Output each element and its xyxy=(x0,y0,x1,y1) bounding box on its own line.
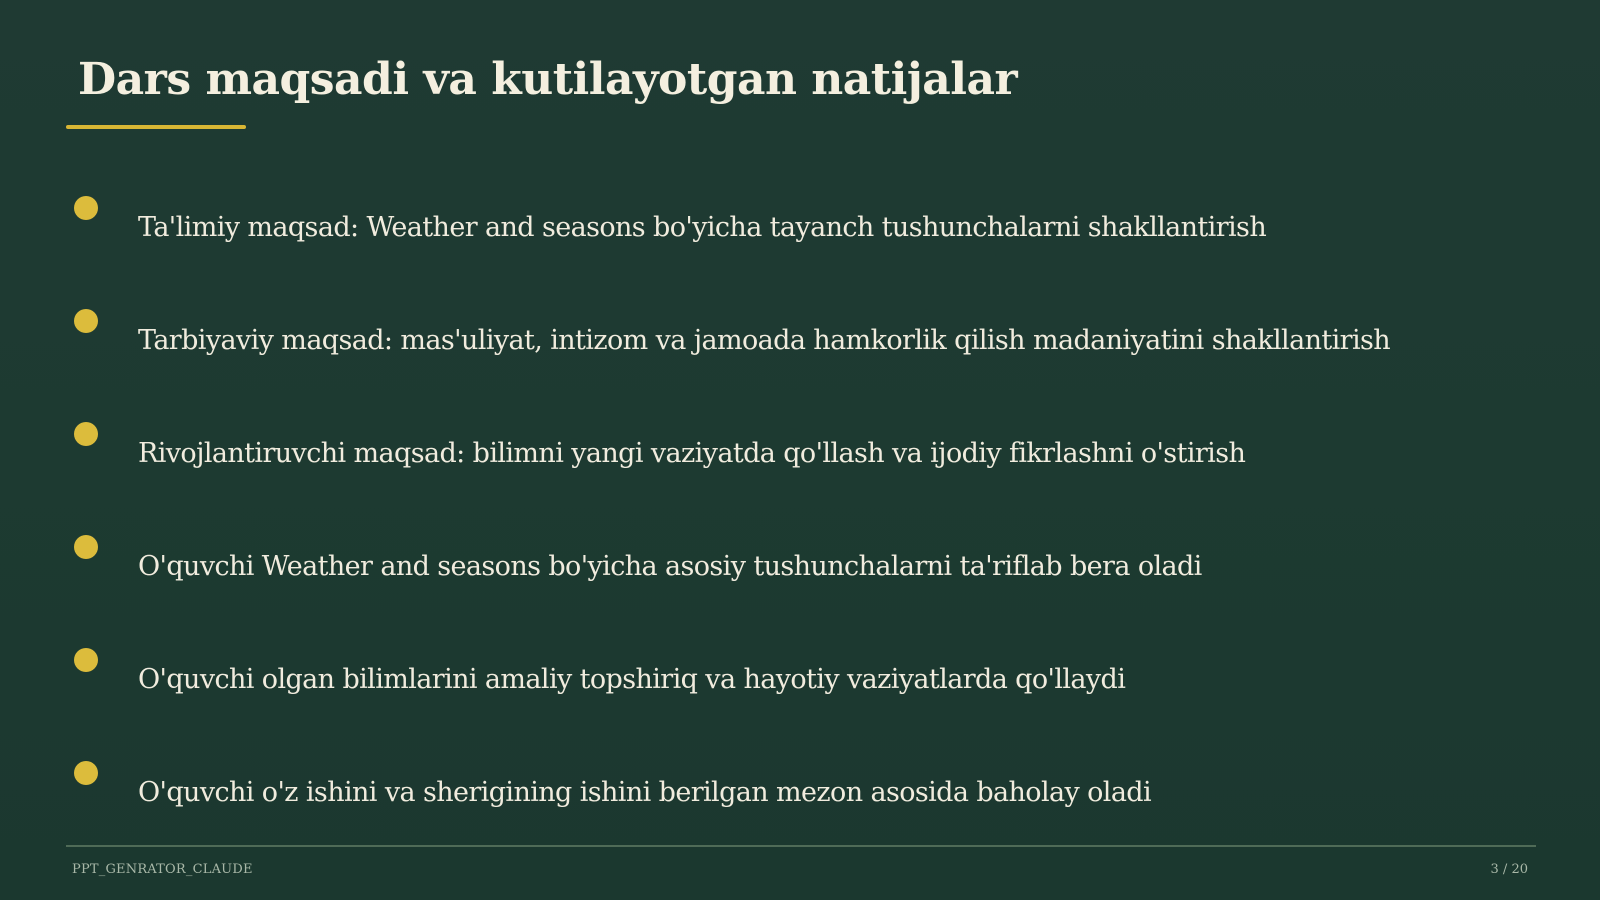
bullet-text: Ta'limiy maqsad: Weather and seasons bo'yicha tayanch tushunchalarni shakllantirish xyxy=(138,212,1267,243)
bullet-text: Rivojlantiruvchi maqsad: bilimni yangi vaziyatda qo'llash va ijodiy fikrlashni o'stirish xyxy=(138,438,1246,469)
bullet-text: O'quvchi olgan bilimlarini amaliy topshiriq va hayotiy vaziyatlarda qo'llaydi xyxy=(138,664,1126,695)
bullet-dot-icon xyxy=(74,196,98,220)
footer-divider xyxy=(66,845,1536,847)
bullet-text: Tarbiyaviy maqsad: mas'uliyat, intizom va jamoada hamkorlik qilish madaniyatini shakllantirish xyxy=(138,325,1391,356)
slide-title: Dars maqsadi va kutilayotgan natijalar xyxy=(78,54,1018,105)
list-item xyxy=(0,535,1600,615)
bullet-text: O'quvchi o'z ishini va sherigining ishini berilgan mezon asosida baholay oladi xyxy=(138,777,1152,808)
bullet-text: O'quvchi Weather and seasons bo'yicha asosiy tushunchalarni ta'riflab bera oladi xyxy=(138,551,1202,582)
bullet-dot-icon xyxy=(74,648,98,672)
footer-source-label: PPT_GENRATOR_CLAUDE xyxy=(72,862,253,877)
bullet-dot-icon xyxy=(74,761,98,785)
bullet-dot-icon xyxy=(74,309,98,333)
list-item xyxy=(0,309,1600,389)
bullet-dot-icon xyxy=(74,422,98,446)
bullet-dot-icon xyxy=(74,535,98,559)
list-item xyxy=(0,422,1600,502)
page-indicator: 3 / 20 xyxy=(1490,862,1528,877)
list-item xyxy=(0,648,1600,728)
list-item xyxy=(0,196,1600,276)
list-item xyxy=(0,761,1600,841)
